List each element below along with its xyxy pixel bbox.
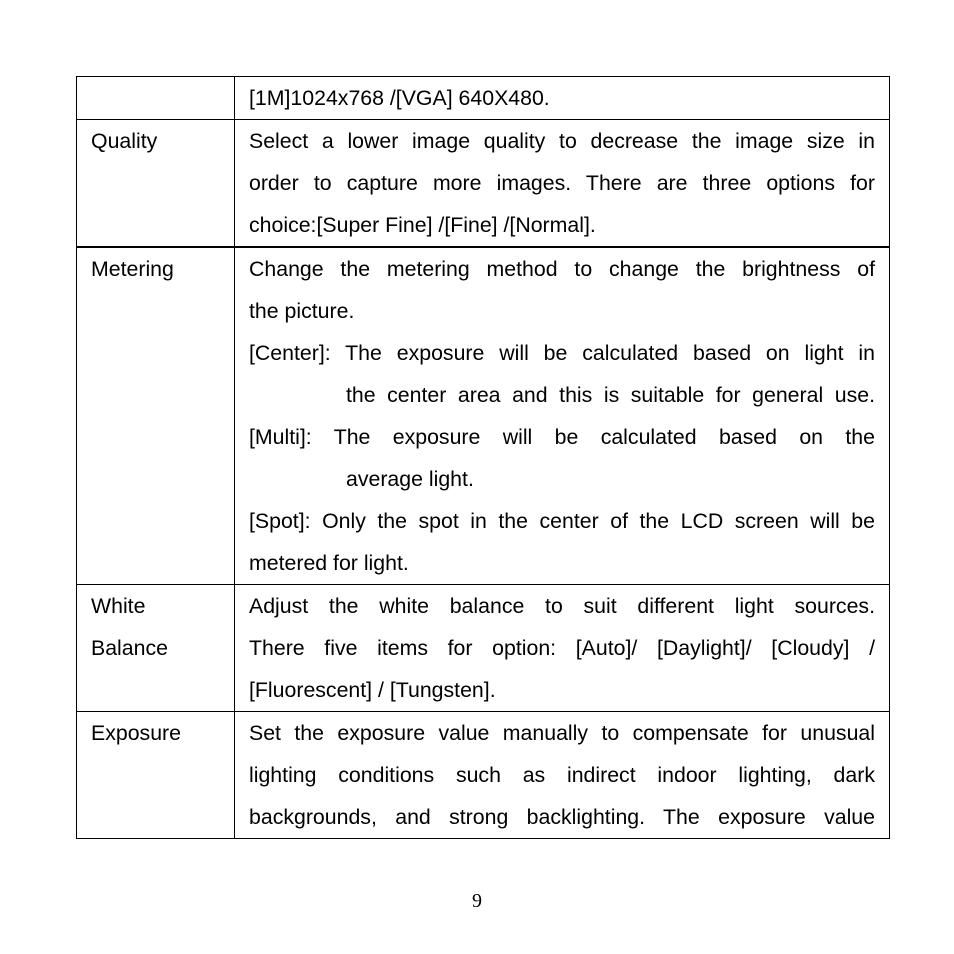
setting-name-cell [77, 120, 235, 248]
setting-description-cell [235, 585, 890, 712]
description-line: the picture. [249, 299, 355, 323]
option-center-line: [Center]: The exposure will be calculated based on light in [249, 341, 875, 365]
setting-description-cell [235, 712, 890, 839]
description-line: Set the exposure value manually to compensate for unusual [249, 721, 875, 745]
setting-name-cell [77, 585, 235, 712]
setting-description-cell [235, 247, 890, 585]
description-line: Select a lower image quality to decrease the image size in [249, 129, 875, 153]
setting-name-white: White [91, 594, 146, 618]
description-line: lighting conditions such as indirect indoor lighting, dark [249, 763, 875, 787]
option-center-continuation: the center area and this is suitable for general use. [346, 383, 875, 407]
option-multi-line: [Multi]: The exposure will be calculated based on the [249, 425, 875, 449]
description-line: Adjust the white balance to suit different light sources. [249, 594, 875, 618]
table-row-resolution [77, 77, 890, 120]
setting-description-cell [235, 120, 890, 248]
setting-name-cell [77, 77, 235, 120]
option-spot-line: [Spot]: Only the spot in the center of the LCD screen will be [249, 509, 875, 533]
table-row-metering [77, 247, 890, 585]
option-spot-continuation: metered for light. [249, 551, 409, 575]
setting-name-balance: Balance [91, 636, 168, 660]
setting-name-metering: Metering [91, 257, 174, 281]
setting-name-cell [77, 712, 235, 839]
page-number: 9 [472, 890, 482, 912]
description-line: order to capture more images. There are three options for [249, 171, 875, 195]
description-line: choice:[Super Fine] /[Fine] /[Normal]. [249, 213, 596, 237]
description-line: [Fluorescent] / [Tungsten]. [249, 678, 496, 702]
table-row-white-balance [77, 585, 890, 712]
table-row-quality [77, 120, 890, 248]
settings-table [76, 76, 890, 839]
table-row-exposure [77, 712, 890, 839]
setting-description-cell [235, 77, 890, 120]
description-line: [1M]1024x768 /[VGA] 640X480. [249, 86, 550, 110]
option-multi-continuation: average light. [346, 467, 474, 491]
description-line: Change the metering method to change the brightness of [249, 257, 875, 281]
setting-name-cell [77, 247, 235, 585]
setting-name-quality: Quality [91, 129, 158, 153]
setting-name-exposure: Exposure [91, 721, 181, 745]
description-line: There five items for option: [Auto]/ [Daylight]/ [Cloudy] / [249, 636, 875, 660]
description-line: backgrounds, and strong backlighting. The exposure value [249, 805, 875, 829]
